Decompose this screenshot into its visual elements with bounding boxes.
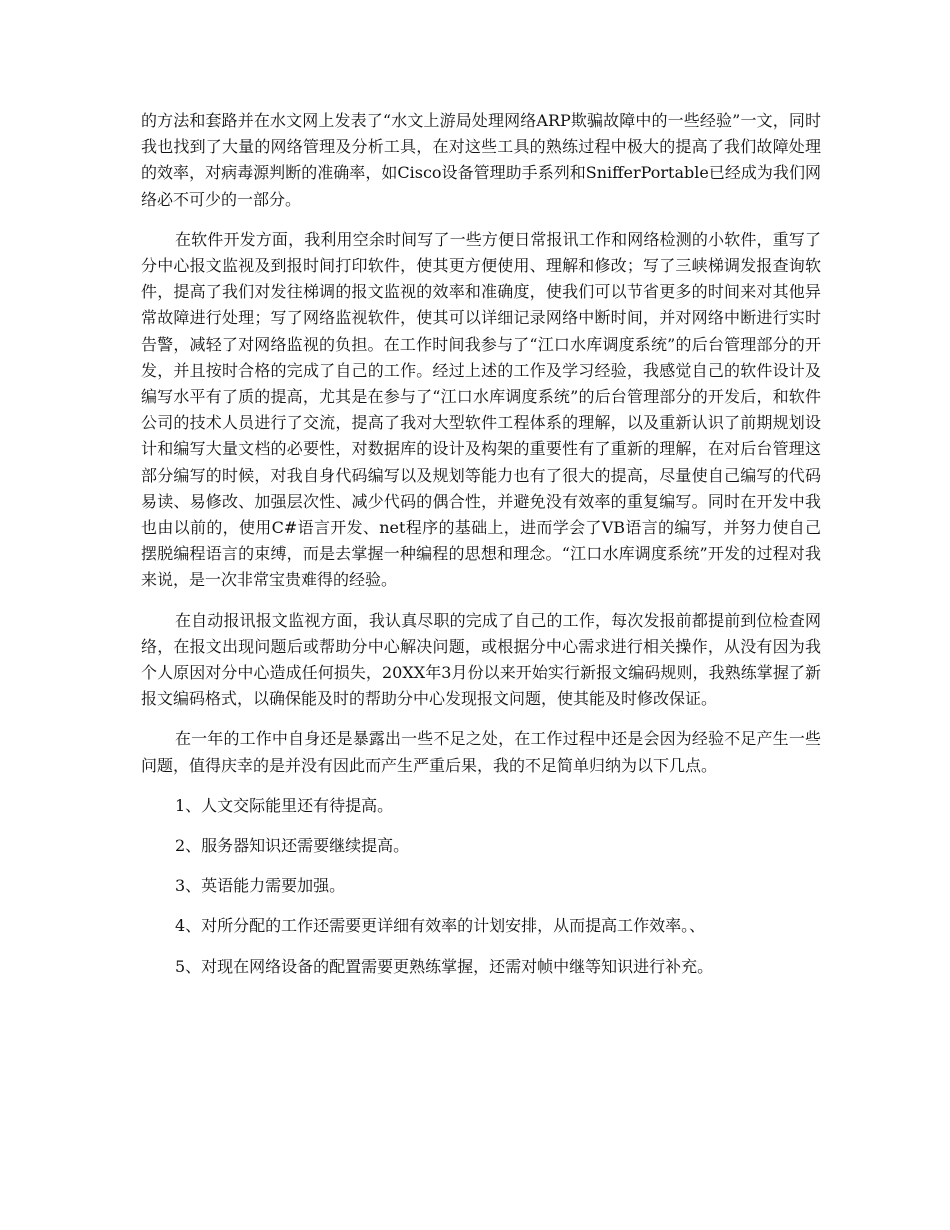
list-item: 2、服务器知识还需要继续提高。 xyxy=(175,836,410,856)
paragraph-message-monitoring: 在自动报讯报文监视方面，我认真尽职的完成了自己的工作，每次发报前都提前到位检查网络，在报文出现问题后或帮助分中心解决问题，或根据分中心需求进行相关操作，从没有因为我个人原因对分中心造成任何损失，20XX年3月份以来开始实行新报文编码规则，我熟练掌握了新报文编码格式，以确保能及时的帮助分中心发现报文问题，使其能及时修改保证。 xyxy=(141,610,821,709)
list-item: 5、对现在网络设备的配置需要更熟练掌握，还需对帧中继等知识进行补充。 xyxy=(175,956,714,976)
list-item: 1、人文交际能里还有待提高。 xyxy=(175,795,394,815)
document-body xyxy=(141,108,821,994)
paragraph-shortcomings: 在一年的工作中自身还是暴露出一些不足之处，在工作过程中还是会因为经验不足产生一些问题，值得庆幸的是并没有因此而产生严重后果，我的不足简单归纳为以下几点。 xyxy=(141,729,821,775)
list-item: 4、对所分配的工作还需要更详细有效率的计划安排，从而提高工作效率。、 xyxy=(175,916,706,936)
paragraph-continuation: 的方法和套路并在水文网上发表了“水文上游局处理网络ARP欺骗故障中的一些经验”一文，同时我也找到了大量的网络管理及分析工具，在对这些工具的熟练过程中极大的提高了我们故障处理的效率，对病毒源判断的准确率，如Cisco设备管理助手系列和SnifferPortable已经成为我们网络必不可少的一部分。 xyxy=(141,111,821,209)
paragraph-software-development: 在软件开发方面，我利用空余时间写了一些方便日常报讯工作和网络检测的小软件，重写了分中心报文监视及到报时间打印软件，使其更方便使用、理解和修改；写了三峡梯调发报查询软件，提高了我们对发往梯调的报文监视的效率和准确度，使我们可以节省更多的时间来对其他异常故障进行处理；写了网络监视软件，使其可以详细记录网络中断时间，并对网络中断进行实时告警，减轻了对网络监视的负担。在工作时间我参与了“江口水库调度系统”的后台管理部分的开发，并且按时合格的完成了自己的工作。经过上述的工作及学习经验，我感觉自己的软件设计及编写水平有了质的提高，尤其是在参与了“江口水库调度系统”的后台管理部分的开发后，和软件公司的技术人员进行了交流，提高了我对大型软件工程体系的理解，以及重新认识了前期规划设计和编写大量文档的必要性，对数据库的设计及构架的重要性有了重新的理解，在对后台管理这部分编写的时候，对我自身代码编写以及规划等能力也有了很大的提高，尽量使自己编写的代码易读、易修改、加强层次性、减少代码的偶合性，并避免没有效率的重复编写。同时在开发中我也由以前的，使用C#语言开发、net程序的基础上，进而学会了VB语言的编写，并努力使自己摆脱编程语言的束缚，而是去掌握一种编程的思想和理念。“江口水库调度系统”开发的过程对我来说，是一次非常宝贵难得的经验。 xyxy=(141,229,821,590)
list-item: 3、英语能力需要加强。 xyxy=(175,876,346,896)
